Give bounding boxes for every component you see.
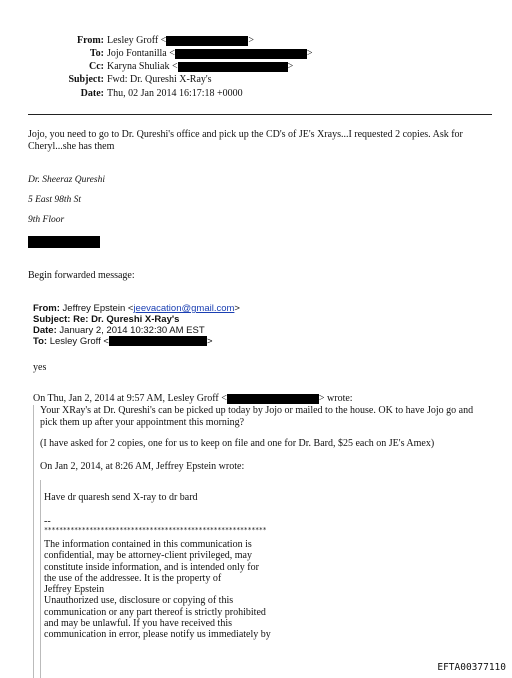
body-line-1: Jojo, you need to go to Dr. Qureshi's office and pick up the CD's of JE's Xrays...I requested 2 copies. Ask for: [28, 129, 463, 140]
fwd-to-line: To: Lesley Groff < >: [33, 336, 213, 347]
quote2-dashes: --: [44, 516, 51, 527]
document-id: EFTA00377110: [437, 662, 506, 673]
from-value: Lesley Groff < >: [107, 35, 254, 46]
date-value: Thu, 02 Jan 2014 16:17:18 +0000: [107, 88, 243, 99]
fwd-from-line: From: Jeffrey Epstein <jeevacation@gmail.com>: [33, 303, 240, 314]
subject-label: Subject:: [68, 74, 104, 85]
fwd-date-line: Date: January 2, 2014 10:32:30 AM EST: [33, 325, 205, 336]
quote1-intro: On Thu, Jan 2, 2014 at 9:57 AM, Lesley Groff < > wrote:: [33, 393, 353, 404]
signature-floor: 9th Floor: [28, 215, 65, 225]
quote-bar: [33, 405, 34, 678]
redaction-box: [178, 62, 288, 72]
quote1-line-3: (I have asked for 2 copies, one for us to keep on file and one for Dr. Bard, $25 each on JE's Amex): [40, 438, 435, 449]
forward-intro: Begin forwarded message:: [28, 270, 135, 281]
quote1-line-2: pick them up after your appointment this morning?: [40, 417, 245, 428]
subject-value: Fwd: Dr. Qureshi X-Ray's: [107, 74, 212, 85]
redaction-box: [175, 49, 307, 59]
disclaimer: The information contained in this communication is confidential, may be attorney-client privileged, may constitute inside information, and is intended only for the use of the addressee. It is the property of Jeffrey Epstein Unauthorized use, disclosure or copying of this communication or any part thereof is strictly prohibited and may be unlawful. If you have received this communication in error, please notify us immediately by: [44, 539, 271, 641]
from-label: From:: [76, 35, 104, 46]
to-value: Jojo Fontanilla < >: [107, 48, 313, 59]
date-label: Date:: [80, 88, 104, 99]
redaction-box: [109, 336, 207, 346]
redaction-box: [28, 236, 100, 248]
quote1-line-1: Your XRay's at Dr. Qureshi's can be picked up today by Jojo or mailed to the house. OK to have Jojo go and: [40, 405, 474, 416]
redaction-box: [166, 36, 248, 46]
to-label: To:: [89, 48, 104, 59]
signature-address: 5 East 98th St: [28, 195, 82, 205]
quote2-stars: ***********************************************************: [44, 526, 267, 534]
fwd-subject-line: Subject: Re: Dr. Qureshi X-Ray's: [33, 314, 180, 325]
cc-value: Karyna Shuliak < >: [107, 61, 294, 72]
reply-yes: yes: [33, 362, 47, 373]
quote-bar-nested: [40, 480, 41, 678]
quote2-text: Have dr quaresh send X-ray to dr bard: [44, 492, 198, 503]
redaction-box: [227, 394, 319, 404]
cc-label: Cc:: [89, 61, 104, 72]
header-divider: [28, 114, 492, 115]
quote1-line-4: On Jan 2, 2014, at 8:26 AM, Jeffrey Epstein wrote:: [40, 461, 245, 472]
signature-name: Dr. Sheeraz Qureshi: [28, 175, 105, 185]
sender-email-link[interactable]: jeevacation@gmail.com: [133, 303, 235, 314]
body-line-2: Cheryl...she has them: [28, 141, 115, 152]
